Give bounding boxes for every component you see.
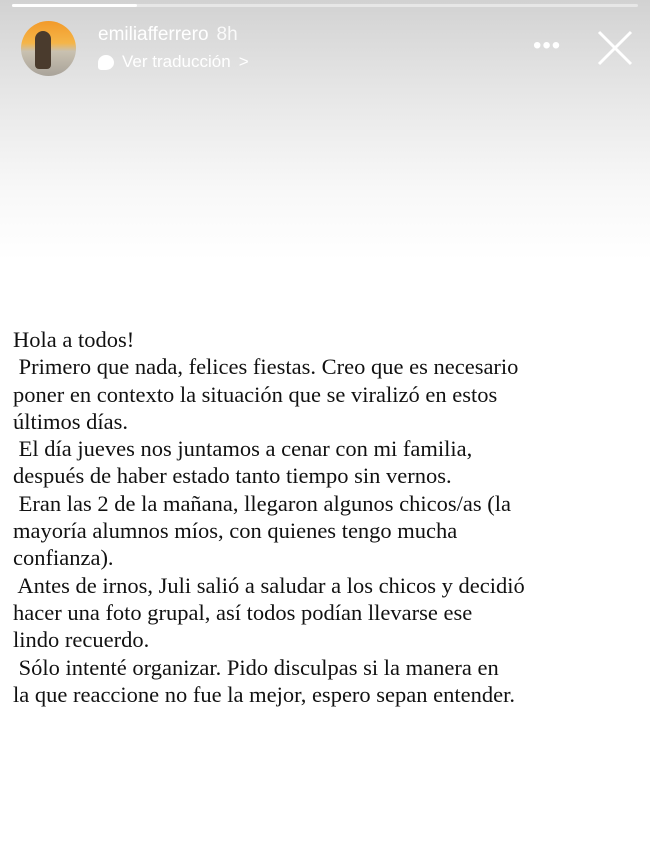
close-icon[interactable]: [597, 30, 633, 66]
text-line: Antes de irnos, Juli salió a saludar a los chicos y decidió: [13, 572, 525, 598]
text-line: poner en contexto la situación que se viralizó en estos: [13, 381, 498, 407]
story-text: [13, 326, 643, 708]
text-line: después de haber estado tanto tiempo sin vernos.: [13, 463, 452, 489]
translate-bubble-icon: [98, 55, 114, 70]
chevron-right-icon: >: [238, 52, 249, 71]
username[interactable]: emiliafferrero: [98, 24, 209, 45]
story-progress-fill: [12, 4, 137, 7]
text-line: hacer una foto grupal, así todos podían llevarse ese: [13, 599, 473, 625]
text-line: últimos días.: [13, 408, 129, 434]
story-progress-bar: [12, 4, 638, 7]
text-line: Hola a todos!: [13, 327, 135, 352]
text-line: lindo recuerdo.: [13, 627, 150, 653]
post-time: 8h: [216, 24, 238, 45]
see-translation-button[interactable]: [98, 52, 249, 72]
text-line: confianza).: [13, 545, 114, 571]
avatar[interactable]: [21, 21, 76, 76]
text-line: Sólo intenté organizar. Pido disculpas si la manera en: [13, 654, 499, 680]
avatar-figure: [35, 31, 51, 69]
text-line: Eran las 2 de la mañana, llegaron algunos chicos/as (la: [13, 490, 511, 516]
text-line: la que reaccione no fue la mejor, espero sepan entender.: [13, 681, 515, 707]
story-author[interactable]: [98, 24, 238, 46]
text-line: Primero que nada, felices fiestas. Creo que es necesario: [13, 354, 519, 380]
text-line: mayoría alumnos míos, con quienes tengo mucha: [13, 518, 458, 544]
text-line: El día jueves nos juntamos a cenar con mi familia,: [13, 436, 473, 462]
translate-label: Ver traducción: [122, 52, 231, 71]
more-options-button[interactable]: •••: [533, 32, 562, 59]
